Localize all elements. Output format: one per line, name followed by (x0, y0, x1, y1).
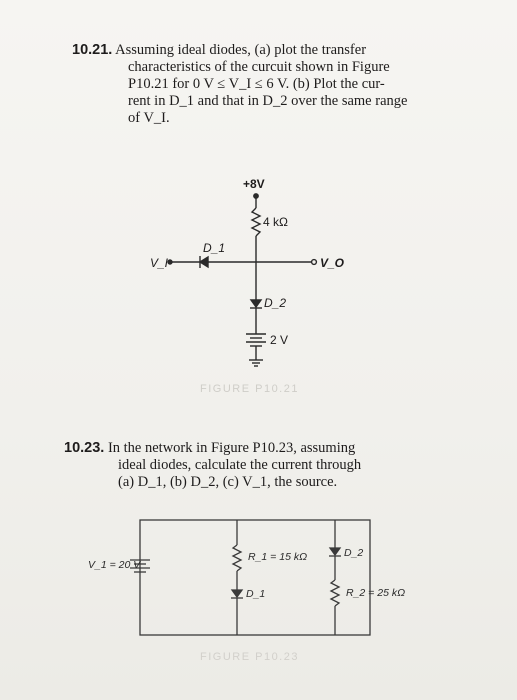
problem-text-line: rent in D_1 and that in D_2 over the same range (128, 93, 408, 109)
input-terminal (168, 260, 172, 264)
problem-text-line: Assuming ideal diodes, (a) plot the transfer (115, 42, 367, 58)
problem-text-line: ideal diodes, calculate the current through (118, 457, 362, 473)
supply-label: +8V (243, 177, 265, 191)
d2-label: D_2 (264, 296, 287, 310)
diode-d1 (200, 257, 208, 267)
problem-10-23 (64, 440, 444, 491)
output-terminal (312, 260, 317, 265)
resistor-4k (252, 208, 260, 236)
problem-text-line: characteristics of the curcuit shown in Figure (128, 59, 390, 75)
supply-terminal (254, 194, 258, 198)
d1-label: D_1 (203, 241, 226, 255)
problem-text-line: In the network in Figure P10.23, assuming (107, 440, 356, 456)
problem-number: 10.23. (64, 440, 105, 456)
resistor-r2 (331, 580, 339, 606)
input-label: V_I (150, 256, 169, 270)
problem-text-line: of V_I. (128, 110, 170, 126)
figure-caption: FIGURE P10.23 (200, 651, 299, 663)
d1-label: D_1 (246, 588, 266, 600)
diode-d1 (232, 590, 242, 597)
r1-label: R_1 = 15 kΩ (248, 551, 308, 563)
battery-label: 2 V (270, 333, 289, 347)
problem-text-line: (a) D_1, (b) D_2, (c) V_1, the source. (118, 474, 338, 490)
r2-label: R_2 = 25 kΩ (346, 587, 406, 599)
output-label: V_O (320, 256, 345, 270)
source-label: V_1 = 20 V (88, 559, 141, 571)
figure-caption: FIGURE P10.21 (200, 383, 299, 395)
diode-d2 (251, 300, 261, 307)
d2-label: D_2 (344, 547, 364, 559)
resistor-r1 (233, 545, 241, 571)
problem-number: 10.21. (72, 42, 113, 58)
resistor-label: 4 kΩ (263, 215, 288, 229)
diode-d2 (330, 548, 340, 555)
problem-text-line: P10.21 for 0 V ≤ V_I ≤ 6 V. (b) Plot the cur- (128, 76, 385, 92)
